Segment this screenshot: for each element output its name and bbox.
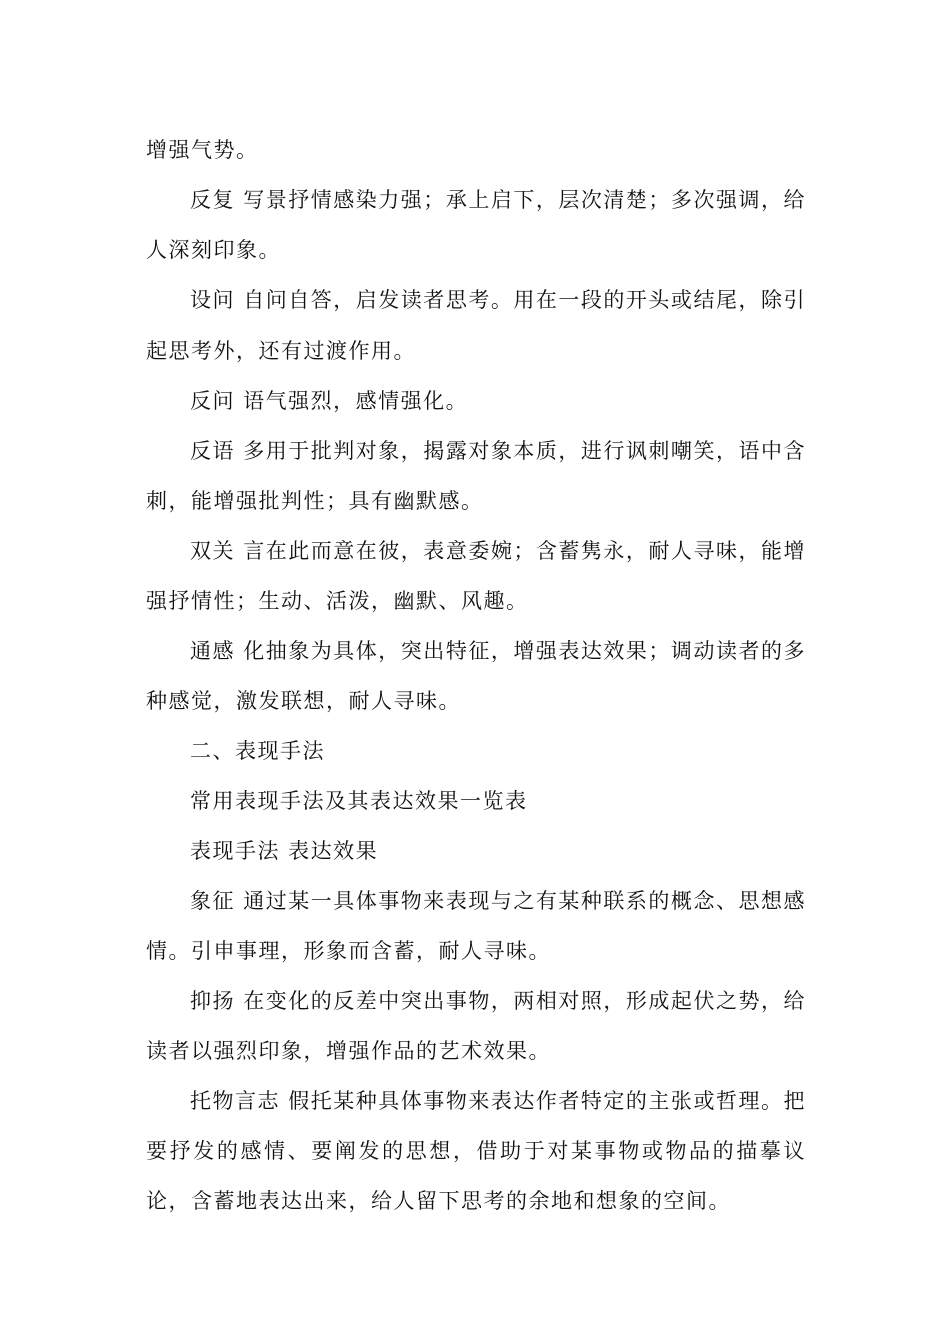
text-line: 起思考外，还有过渡作用。 (146, 339, 416, 363)
text-line: 人深刻印象。 (146, 238, 281, 262)
table-title: 常用表现手法及其表达效果一览表 (190, 789, 528, 813)
text-line: 强抒情性；生动、活泼，幽默、风趣。 (146, 589, 529, 613)
text-line: 反语 多用于批判对象，揭露对象本质，进行讽刺嘲笑，语中含 (190, 439, 806, 463)
text-line: 增强气势。 (146, 138, 259, 162)
text-line: 通感 化抽象为具体，突出特征，增强表达效果；调动读者的多 (190, 639, 806, 663)
text-line: 反复 写景抒情感染力强；承上启下，层次清楚；多次强调，给 (190, 188, 806, 212)
text-line: 反问 语气强烈，感情强化。 (190, 389, 469, 413)
text-line: 种感觉，激发联想，耐人寻味。 (146, 689, 461, 713)
text-line: 读者以强烈印象，增强作品的艺术效果。 (146, 1039, 551, 1063)
text-line: 双关 言在此而意在彼，表意委婉；含蓄隽永，耐人寻味，能增 (190, 539, 806, 563)
table-header: 表现手法 表达效果 (190, 839, 379, 863)
text-line: 抑扬 在变化的反差中突出事物，两相对照，形成起伏之势，给 (190, 989, 806, 1013)
text-line: 刺，能增强批判性；具有幽默感。 (146, 489, 484, 513)
text-line: 情。引申事理，形象而含蓄，耐人寻味。 (146, 939, 551, 963)
text-line: 要抒发的感情、要阐发的思想，借助于对某事物或物品的描摹议 (146, 1139, 806, 1163)
text-line: 象征 通过某一具体事物来表现与之有某种联系的概念、思想感 (190, 889, 806, 913)
text-line: 托物言志 假托某种具体事物来表达作者特定的主张或哲理。把 (190, 1089, 806, 1113)
text-line: 论，含蓄地表达出来，给人留下思考的余地和想象的空间。 (146, 1189, 731, 1213)
text-line: 设问 自问自答，启发读者思考。用在一段的开头或结尾，除引 (190, 288, 806, 312)
section-heading: 二、表现手法 (190, 739, 325, 763)
